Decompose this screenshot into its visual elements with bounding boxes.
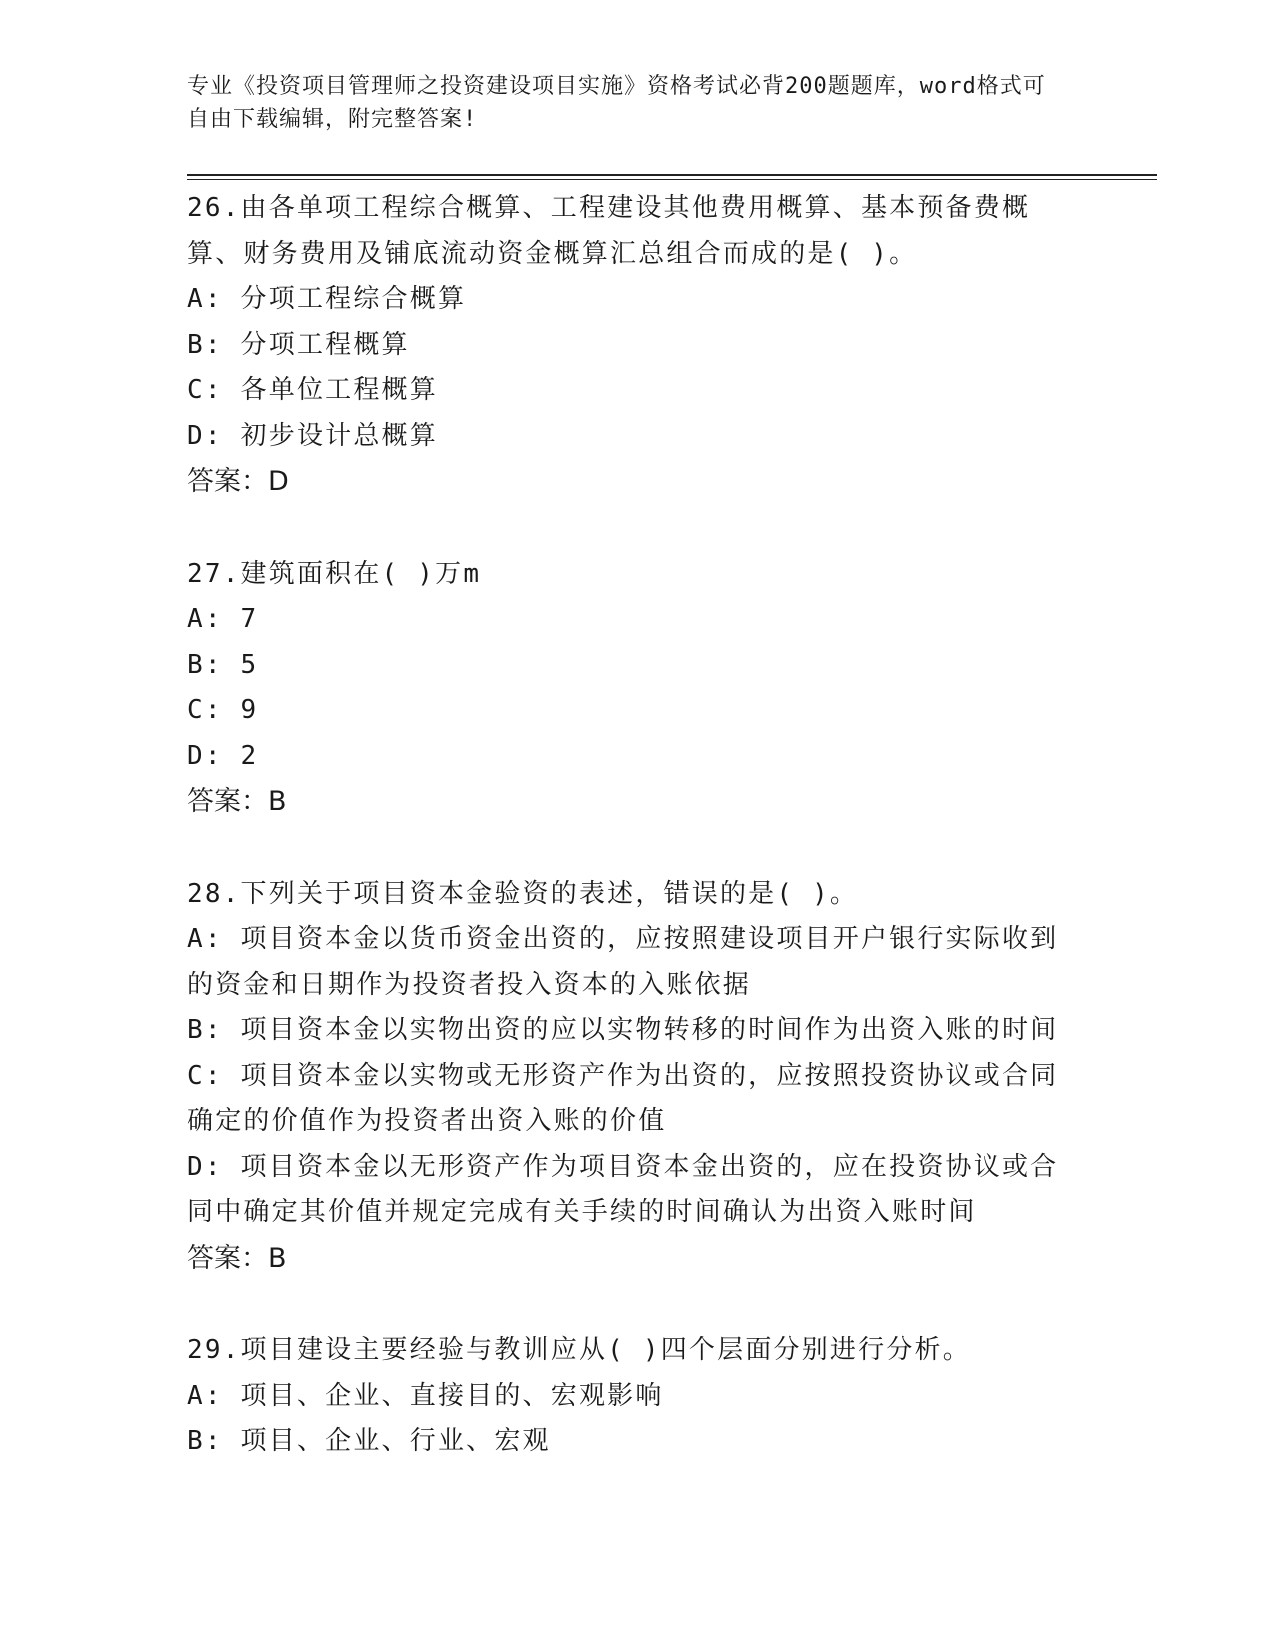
divider-thick bbox=[187, 174, 1157, 176]
option-b: B: 项目、企业、行业、宏观 bbox=[187, 1426, 551, 1456]
question-28 bbox=[187, 872, 1157, 1282]
option-a: A: 项目资本金以货币资金出资的，应按照建设项目开户银行实际收到的资金和日期作为投资者投入资本的入账依据 bbox=[187, 924, 1059, 1000]
document-intro: 专业《投资项目管理师之投资建设项目实施》资格考试必背200题题库，word格式可自由下载编辑，附完整答案! bbox=[187, 74, 1046, 132]
option-c: C: 项目资本金以实物或无形资产作为出资的，应按照投资协议或合同确定的价值作为投资者出资入账的价值 bbox=[187, 1060, 1059, 1136]
question-stem: 26.由各单项工程综合概算、工程建设其他费用概算、基本预备费概算、财务费用及铺底流动资金概算汇总组合而成的是( )。 bbox=[187, 193, 1031, 269]
option-a: A: 项目、企业、直接目的、宏观影响 bbox=[187, 1380, 664, 1411]
option-d: D: 2 bbox=[187, 740, 259, 771]
question-stem: 27.建筑面积在( )万m bbox=[187, 558, 482, 589]
option-d: D: 初步设计总概算 bbox=[187, 420, 438, 451]
question-list bbox=[187, 186, 1157, 1465]
question-27 bbox=[187, 552, 1157, 825]
answer-line: 答案：B bbox=[187, 1242, 287, 1274]
divider-thin bbox=[187, 179, 1157, 180]
question-stem: 29.项目建设主要经验与教训应从( )四个层面分别进行分析。 bbox=[187, 1335, 971, 1365]
option-a: A: 分项工程综合概算 bbox=[187, 284, 467, 314]
answer-line: 答案：B bbox=[187, 786, 287, 817]
question-26 bbox=[187, 186, 1157, 505]
question-29 bbox=[187, 1328, 1157, 1465]
header-divider bbox=[187, 174, 1157, 180]
option-b: B: 项目资本金以实物出资的应以实物转移的时间作为出资入账的时间 bbox=[187, 1015, 1059, 1045]
question-stem: 28.下列关于项目资本金验资的表述，错误的是( )。 bbox=[187, 878, 859, 909]
option-b: B: 5 bbox=[187, 649, 259, 680]
option-d: D: 项目资本金以无形资产作为项目资本金出资的，应在投资协议或合同中确定其价值并规定完成有关手续的时间确认为出资入账时间 bbox=[187, 1151, 1059, 1227]
answer-line: 答案：D bbox=[187, 466, 289, 497]
option-a: A: 7 bbox=[187, 604, 259, 634]
option-c: C: 各单位工程概算 bbox=[187, 375, 438, 405]
page-content bbox=[187, 70, 1157, 1512]
option-b: B: 分项工程概算 bbox=[187, 329, 410, 360]
option-c: C: 9 bbox=[187, 695, 259, 725]
